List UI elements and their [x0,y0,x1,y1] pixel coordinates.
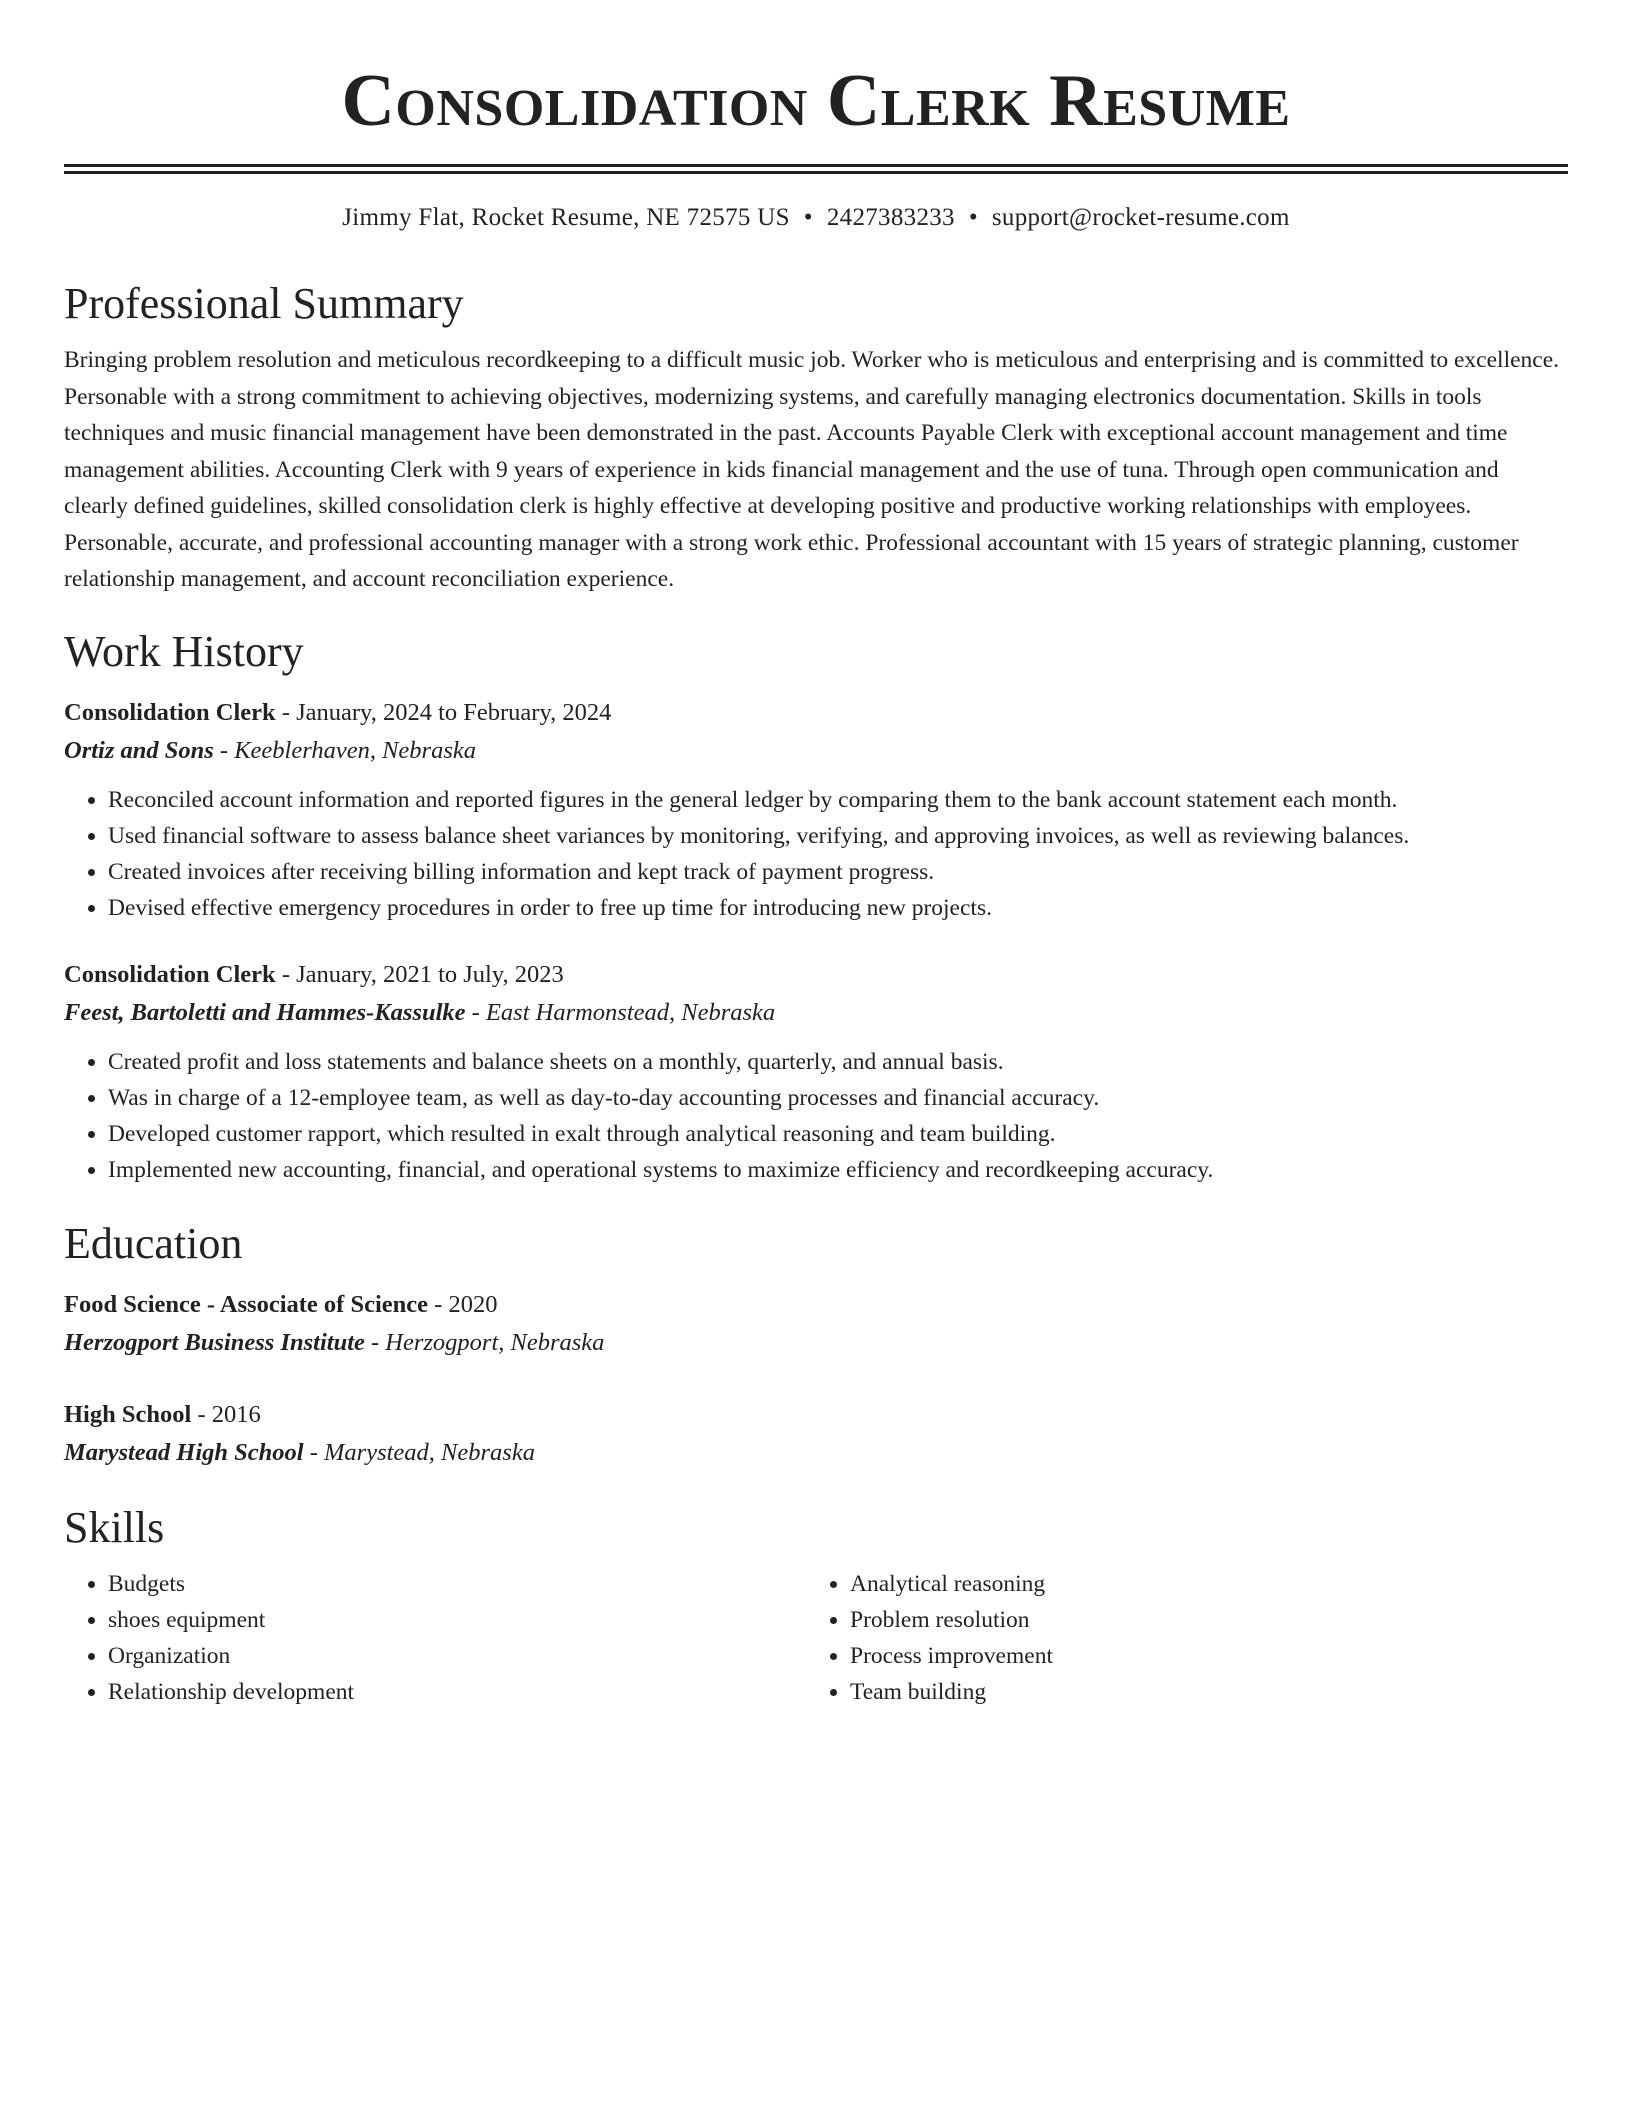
skill-item: • Problem resolution [850,1602,1548,1638]
job-entry [64,956,1568,1188]
job-company-line [64,994,1568,1032]
job-company-line [64,732,1568,770]
job-title-line [64,694,1568,732]
contact-line [64,202,1568,234]
job-bullets [64,1044,1568,1188]
summary-heading: Professional Summary [64,279,464,328]
degree-line [64,1396,1568,1434]
job-title: Consolidation Clerk [64,960,276,988]
job-bullet: • Developed customer rapport, which resulted in exalt through analytical reasoning and team building. [108,1116,1568,1152]
job-company: Ortiz and Sons [64,736,214,764]
work-history-heading: Work History [64,626,304,676]
job-company: Feest, Bartoletti and Hammes-Kassulke [64,998,466,1026]
degree-year: - 2016 [191,1400,261,1428]
education-entry [64,1286,1568,1362]
job-bullet: • Implemented new accounting, financial, and operational systems to maximize efficiency and recordkeeping accuracy. [108,1152,1568,1188]
skill-item: • Relationship development [108,1674,806,1710]
title-divider [64,164,1568,174]
skill-item: • Team building [850,1674,1548,1710]
degree-line [64,1286,1568,1324]
job-dates: - January, 2021 to July, 2023 [275,960,564,988]
contact-separator: • [968,204,978,231]
contact-address: Jimmy Flat, Rocket Resume, NE 72575 US [342,204,790,231]
school-line [64,1434,1568,1472]
skill-item: • Organization [108,1638,806,1674]
skill-item: • shoes equipment [108,1602,806,1638]
job-title: Consolidation Clerk [64,698,276,726]
skill-item: • Budgets [108,1566,806,1602]
school-name: Herzogport Business Institute [64,1328,365,1356]
contact-email: support@rocket-resume.com [991,204,1290,231]
job-bullet: • Created invoices after receiving billing information and kept track of payment progress. [108,854,1568,890]
school-name: Marystead High School [64,1438,304,1466]
job-bullet: • Devised effective emergency procedures in order to free up time for introducing new projects. [108,890,1568,926]
job-bullet: • Used financial software to assess balance sheet variances by monitoring, verifying, and approving invoices, as well as reviewing balances. [108,818,1568,854]
degree-year: - 2020 [428,1290,498,1318]
job-bullets [64,782,1568,926]
job-bullet: • Reconciled account information and reported figures in the general ledger by comparing them to the bank account statement each month. [108,782,1568,818]
job-location: - Keeblerhaven, Nebraska [213,736,476,764]
education-entry [64,1396,1568,1472]
job-entry [64,694,1568,926]
summary-text: Bringing problem resolution and meticulous recordkeeping to a difficult music job. Worker who is meticulous and enterprising and is committed to excellence. Personable with a strong commitment to achieving objectives, modernizing systems, and carefully managing electronics documentation. Skills in tools techniques and music financial management have been demonstrated in the past. Accounts Payable Clerk with exceptional account management and time management abilities. Accounting Clerk with 9 years of experience in kids financial management and the use of tuna. Through open communication and clearly defined guidelines, skilled consolidation clerk is highly effective at developing positive and productive working relationships with employees. Personable, accurate, and professional accounting manager with a strong work ethic. Professional accountant with 15 years of strategic planning, customer relationship management, and account reconciliation experience. [64,347,1560,592]
degree-name: High School [64,1400,192,1428]
degree-name: Food Science - Associate of Science [64,1290,429,1318]
contact-phone: 2427383233 [826,204,955,231]
school-location: - Herzogport, Nebraska [364,1328,605,1356]
job-title-line [64,956,1568,994]
skill-item: • Process improvement [850,1638,1548,1674]
skills-list [64,1566,1568,1710]
job-location: - East Harmonstead, Nebraska [465,998,776,1026]
skills-heading: Skills [64,1502,165,1552]
education-heading: Education [64,1218,243,1268]
skills-column-left [64,1566,806,1710]
skills-column-right [806,1566,1548,1710]
job-dates: - January, 2024 to February, 2024 [275,698,612,726]
job-bullet: • Created profit and loss statements and balance sheets on a monthly, quarterly, and annual basis. [108,1044,1568,1080]
school-line [64,1324,1568,1362]
job-bullet: • Was in charge of a 12-employee team, as well as day-to-day accounting processes and financial accuracy. [108,1080,1568,1116]
skill-item: • Analytical reasoning [850,1566,1548,1602]
resume-title: Consolidation Clerk Resume [341,60,1291,142]
school-location: - Marystead, Nebraska [303,1438,535,1466]
contact-separator: • [803,204,813,231]
